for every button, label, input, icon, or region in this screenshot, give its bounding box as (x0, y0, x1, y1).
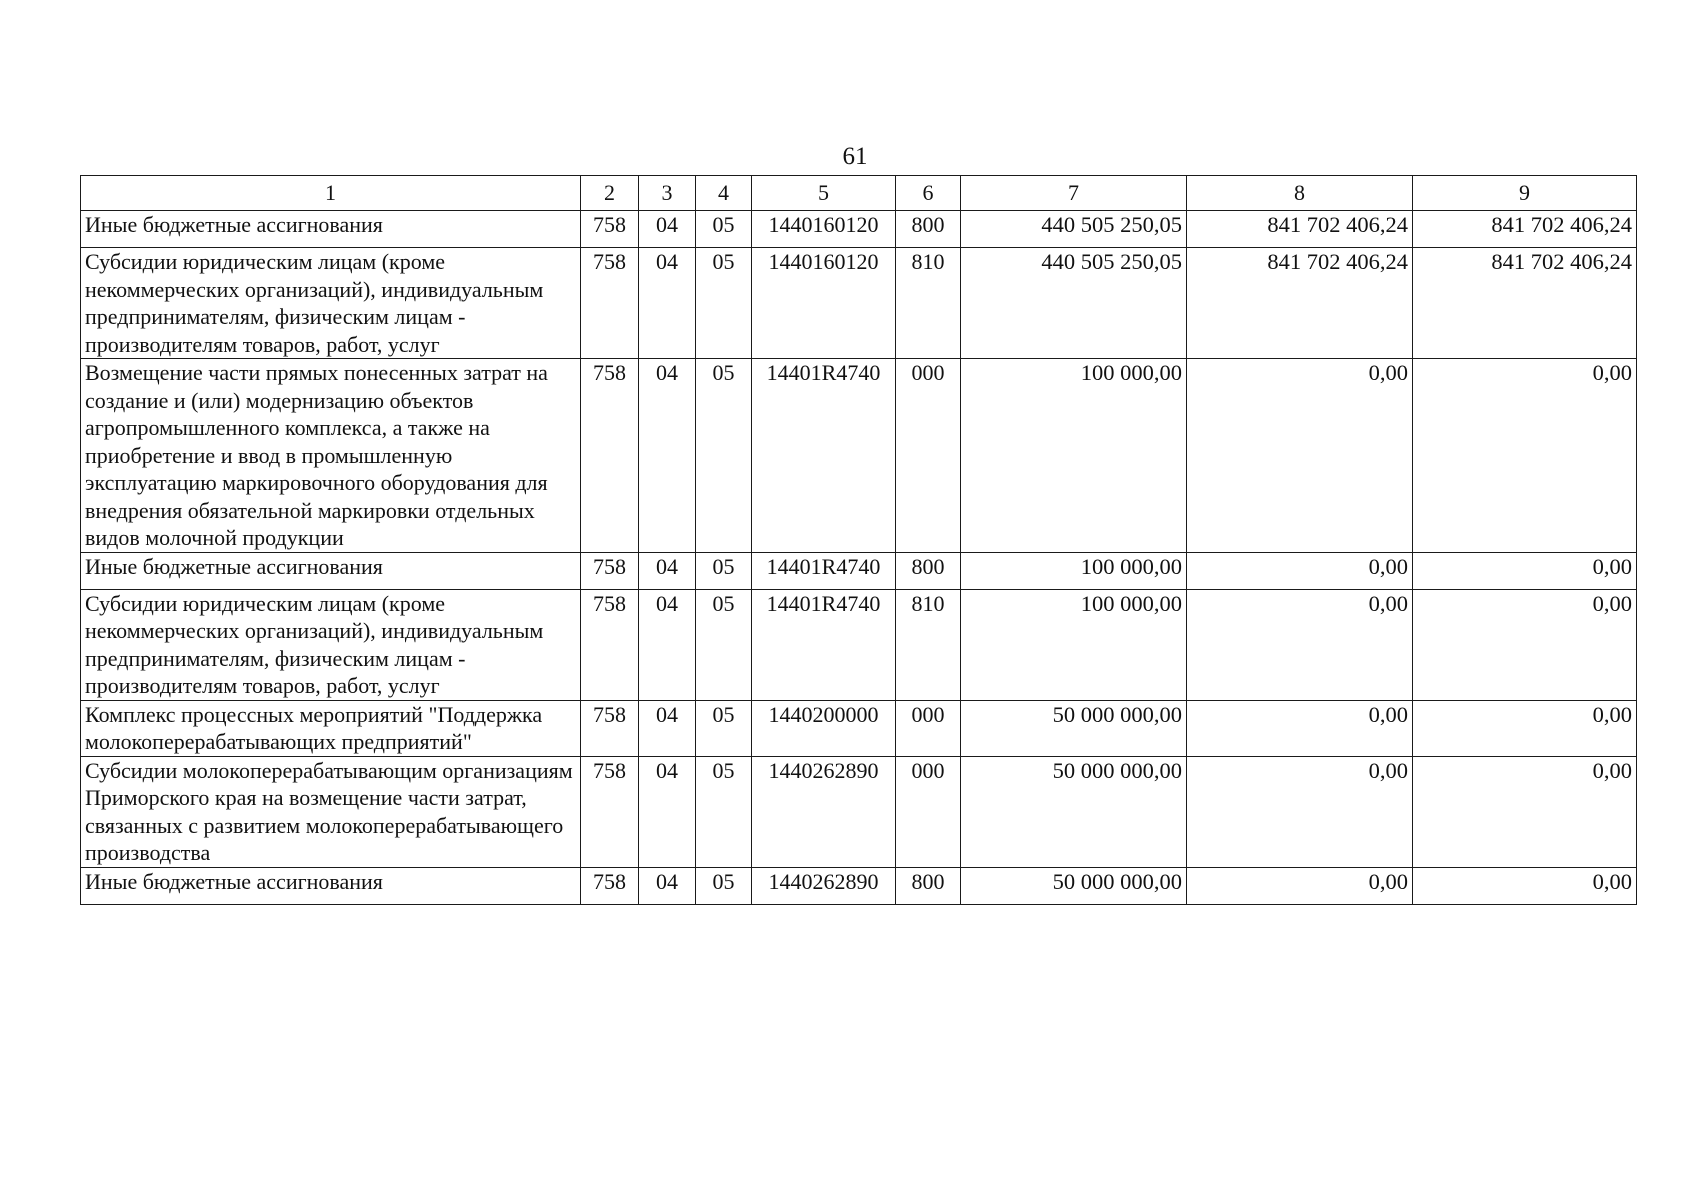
table-row (81, 589, 1637, 700)
table-row (81, 867, 1637, 904)
column-header: 9 (1413, 176, 1637, 211)
amount-cell: 0,00 (1187, 552, 1413, 589)
code-cell: 1440262890 (752, 867, 896, 904)
code-cell: 05 (696, 756, 752, 867)
code-cell: 758 (581, 248, 639, 359)
table-header-row (81, 176, 1637, 211)
code-cell: 05 (696, 700, 752, 756)
amount-cell: 0,00 (1187, 700, 1413, 756)
page-number: 61 (842, 143, 868, 170)
code-cell: 758 (581, 700, 639, 756)
amount-cell: 440 505 250,05 (961, 248, 1187, 359)
code-cell: 758 (581, 359, 639, 553)
code-cell: 758 (581, 756, 639, 867)
code-cell: 05 (696, 359, 752, 553)
amount-cell: 100 000,00 (961, 359, 1187, 553)
amount-cell: 0,00 (1413, 867, 1637, 904)
row-name: Иные бюджетные ассигнования (81, 211, 581, 248)
code-cell: 14401R4740 (752, 552, 896, 589)
amount-cell: 0,00 (1413, 700, 1637, 756)
code-cell: 04 (639, 359, 696, 553)
code-cell: 1440160120 (752, 248, 896, 359)
amount-cell: 0,00 (1413, 756, 1637, 867)
code-cell: 000 (896, 700, 961, 756)
table-row (81, 700, 1637, 756)
code-cell: 04 (639, 211, 696, 248)
column-header: 6 (896, 176, 961, 211)
code-cell: 810 (896, 589, 961, 700)
amount-cell: 0,00 (1187, 756, 1413, 867)
code-cell: 800 (896, 867, 961, 904)
code-cell: 800 (896, 552, 961, 589)
code-cell: 05 (696, 248, 752, 359)
code-cell: 05 (696, 867, 752, 904)
column-header: 5 (752, 176, 896, 211)
amount-cell: 50 000 000,00 (961, 867, 1187, 904)
amount-cell: 0,00 (1187, 359, 1413, 553)
code-cell: 14401R4740 (752, 359, 896, 553)
code-cell: 1440160120 (752, 211, 896, 248)
code-cell: 05 (696, 589, 752, 700)
row-name: Иные бюджетные ассигнования (81, 552, 581, 589)
amount-cell: 841 702 406,24 (1187, 248, 1413, 359)
code-cell: 800 (896, 211, 961, 248)
code-cell: 04 (639, 700, 696, 756)
amount-cell: 50 000 000,00 (961, 700, 1187, 756)
column-header: 7 (961, 176, 1187, 211)
row-name: Субсидии юридическим лицам (кроме некоммерческих организаций), индивидуальным предпринимателям, физическим лицам - производителям товаров, работ, услуг (81, 589, 581, 700)
row-name: Субсидии юридическим лицам (кроме некоммерческих организаций), индивидуальным предпринимателям, физическим лицам - производителям товаров, работ, услуг (81, 248, 581, 359)
amount-cell: 50 000 000,00 (961, 756, 1187, 867)
amount-cell: 100 000,00 (961, 589, 1187, 700)
table-row (81, 211, 1637, 248)
amount-cell: 0,00 (1413, 552, 1637, 589)
code-cell: 810 (896, 248, 961, 359)
code-cell: 04 (639, 867, 696, 904)
column-header: 8 (1187, 176, 1413, 211)
code-cell: 04 (639, 248, 696, 359)
table-row (81, 552, 1637, 589)
column-header: 3 (639, 176, 696, 211)
code-cell: 04 (639, 756, 696, 867)
table-row (81, 248, 1637, 359)
amount-cell: 0,00 (1187, 867, 1413, 904)
code-cell: 05 (696, 552, 752, 589)
code-cell: 04 (639, 589, 696, 700)
amount-cell: 0,00 (1413, 359, 1637, 553)
code-cell: 05 (696, 211, 752, 248)
code-cell: 14401R4740 (752, 589, 896, 700)
row-name: Комплекс процессных мероприятий "Поддержка молокоперерабатывающих предприятий" (81, 700, 581, 756)
column-header: 2 (581, 176, 639, 211)
amount-cell: 0,00 (1413, 589, 1637, 700)
code-cell: 1440200000 (752, 700, 896, 756)
column-header: 4 (696, 176, 752, 211)
row-name: Иные бюджетные ассигнования (81, 867, 581, 904)
amount-cell: 0,00 (1187, 589, 1413, 700)
code-cell: 758 (581, 211, 639, 248)
amount-cell: 100 000,00 (961, 552, 1187, 589)
column-header: 1 (81, 176, 581, 211)
code-cell: 1440262890 (752, 756, 896, 867)
row-name: Субсидии молокоперерабатывающим организациям Приморского края на возмещение части затрат, связанных с развитием молокоперерабатывающего производства (81, 756, 581, 867)
code-cell: 758 (581, 867, 639, 904)
amount-cell: 841 702 406,24 (1413, 248, 1637, 359)
budget-table (80, 175, 1637, 905)
code-cell: 04 (639, 552, 696, 589)
amount-cell: 841 702 406,24 (1413, 211, 1637, 248)
code-cell: 758 (581, 589, 639, 700)
code-cell: 000 (896, 359, 961, 553)
code-cell: 000 (896, 756, 961, 867)
code-cell: 758 (581, 552, 639, 589)
amount-cell: 440 505 250,05 (961, 211, 1187, 248)
table-row (81, 359, 1637, 553)
table-row (81, 756, 1637, 867)
row-name: Возмещение части прямых понесенных затрат на создание и (или) модернизацию объектов агропромышленного комплекса, а также на приобретение и ввод в промышленную эксплуатацию маркировочного оборудования для внедрения обязательной маркировки отдельных видов молочной продукции (81, 359, 581, 553)
amount-cell: 841 702 406,24 (1187, 211, 1413, 248)
